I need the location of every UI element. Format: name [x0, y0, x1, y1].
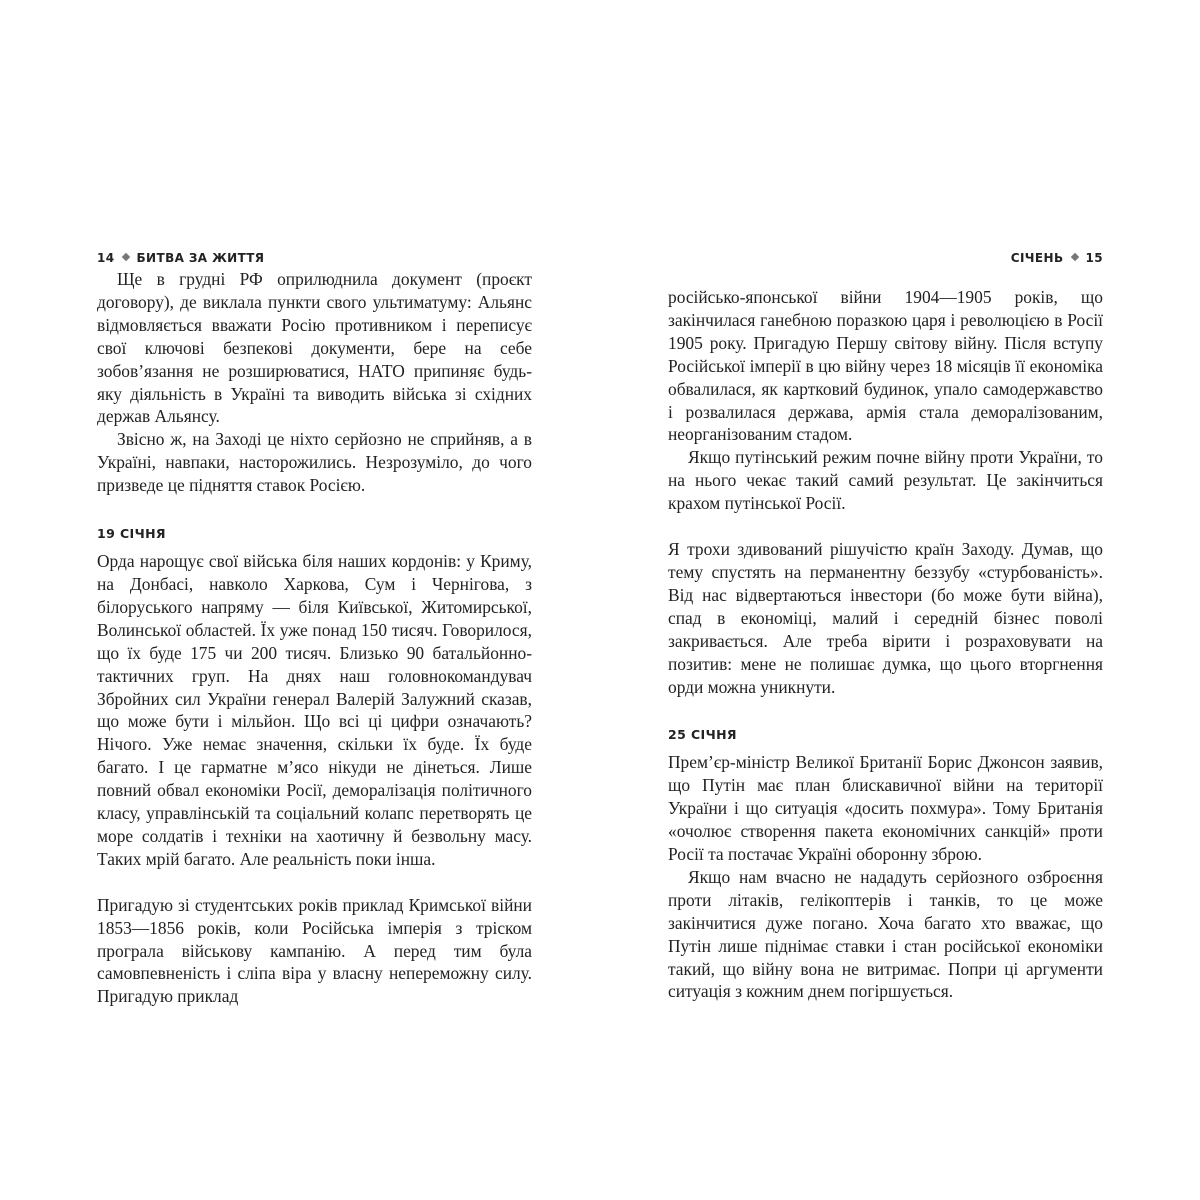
- left-page-number: 14: [97, 251, 115, 265]
- right-section-paragraph-2: Якщо нам вчасно не нададуть серйозного озброєння проти літаків, гелікоптерів і танків, то це може закінчитися дуже погано. Хоча багато хто вважає, що Путін лише піднімає ставки і стан російської економіки такий, що війну вона не витримає. Попри ці аргументи ситуація з кожним днем погіршується.: [668, 866, 1103, 1002]
- left-intro-paragraph-1: Ще в грудні РФ оприлюднила документ (проєкт договору), де виклала пункти свого ультиматуму: Альянс відмовляється вважати Росію противником і переписує свої ключові безпекові документи, бере на себе зобов’язання не розширюватися, НАТО припиняє будь-яку діяльність в Україні та виводить війська зі східних держав Альянсу.: [97, 269, 532, 427]
- diamond-icon: [1070, 253, 1078, 261]
- left-intro-paragraph-2: Звісно ж, на Заході це ніхто серйозно не сприйняв, а в Україні, навпаки, насторожились. Незрозуміло, до чого призведе це підняття ставок Росією.: [97, 429, 532, 496]
- left-running-head: [97, 248, 532, 268]
- left-body: [97, 268, 532, 1008]
- diamond-icon: [121, 253, 129, 261]
- left-section-paragraph-1: Орда нарощує свої війська біля наших кордонів: у Криму, на Донбасі, навколо Харкова, Сум і Чернігова, з білоруського напряму — біля Київської, Житомирської, Волинської областей. Їх уже понад 150 тисяч. Говорилося, що їх буде 175 чи 200 тисяч. Близько 90 батальйонно-тактичних груп. На днях наш головнокомандувач Збройних сил України генерал Валерій Залужний сказав, що може бути і мільйон. Що всі ці цифри означають? Нічого. Уже немає значення, скільки їх буде. Їх буде багато. І це гарматне м’ясо нікуди не дінеться. Лише повний обвал економіки Росії, деморалізація політичного класу, управлінській та соціальний колапс перетворять це море солдатів і техніки на хаотичну й безвольну масу. Таких мрій багато. Але реальність поки інша.: [97, 551, 532, 869]
- left-section-paragraph-2: Пригадую зі студентських років приклад Кримської війни 1853—1856 років, коли Російська імперія з тріском програла військову кампанію. А перед тим була самовпевненість і сліпа віра у власну непереможну силу. Пригадую приклад: [97, 894, 532, 1007]
- right-page-number: 15: [1085, 251, 1103, 265]
- section-heading-19-january: 19 СІЧНЯ: [97, 526, 166, 542]
- left-running-title: БИТВА ЗА ЖИТТЯ: [136, 251, 265, 265]
- right-continuation-paragraph: російсько-японської війни 1904—1905 років, що закінчилася ганебною поразкою царя і революцією в Росії 1905 року. Пригадую Першу світову війну. Після вступу Російської імперії в цю війну через 18 місяців її економіка обвалилася, як картковий будинок, упало самодержавство і розвалилася держава, армія стала деморалізованим, неорганізованим стадом.: [668, 287, 1103, 445]
- right-section-paragraph-1: Прем’єр-міністр Великої Британії Борис Джонсон заявив, що Путін має план блискавичної війни на території України і що ситуація «досить похмура». Тому Британія «очолює створення пакета економічних санкцій» проти Росії та постачає Україні оборонну зброю.: [668, 752, 1103, 865]
- right-paragraph-2: Якщо путінський режим почне війну проти України, то на нього чекає такий самий результат. Це закінчиться крахом путінської Росії.: [668, 447, 1103, 514]
- right-running-title: СІЧЕНЬ: [1010, 251, 1064, 265]
- right-page: [668, 248, 1103, 1003]
- right-body: [668, 286, 1103, 1003]
- right-paragraph-3: Я трохи здивований рішучістю країн Заходу. Думав, що тему спустять на перманентну беззубу «стурбованість». Від нас відвертаються інвестори (бо може бути війна), спад в економіці, малий і середній бізнес поволі закривається. Але треба вірити і розраховувати на позитив: мене не полишає думка, що цього вторгнення орди можна уникнути.: [668, 539, 1103, 697]
- left-page: [97, 248, 532, 1008]
- section-heading-25-january: 25 СІЧНЯ: [668, 727, 737, 743]
- right-running-head: [668, 248, 1103, 268]
